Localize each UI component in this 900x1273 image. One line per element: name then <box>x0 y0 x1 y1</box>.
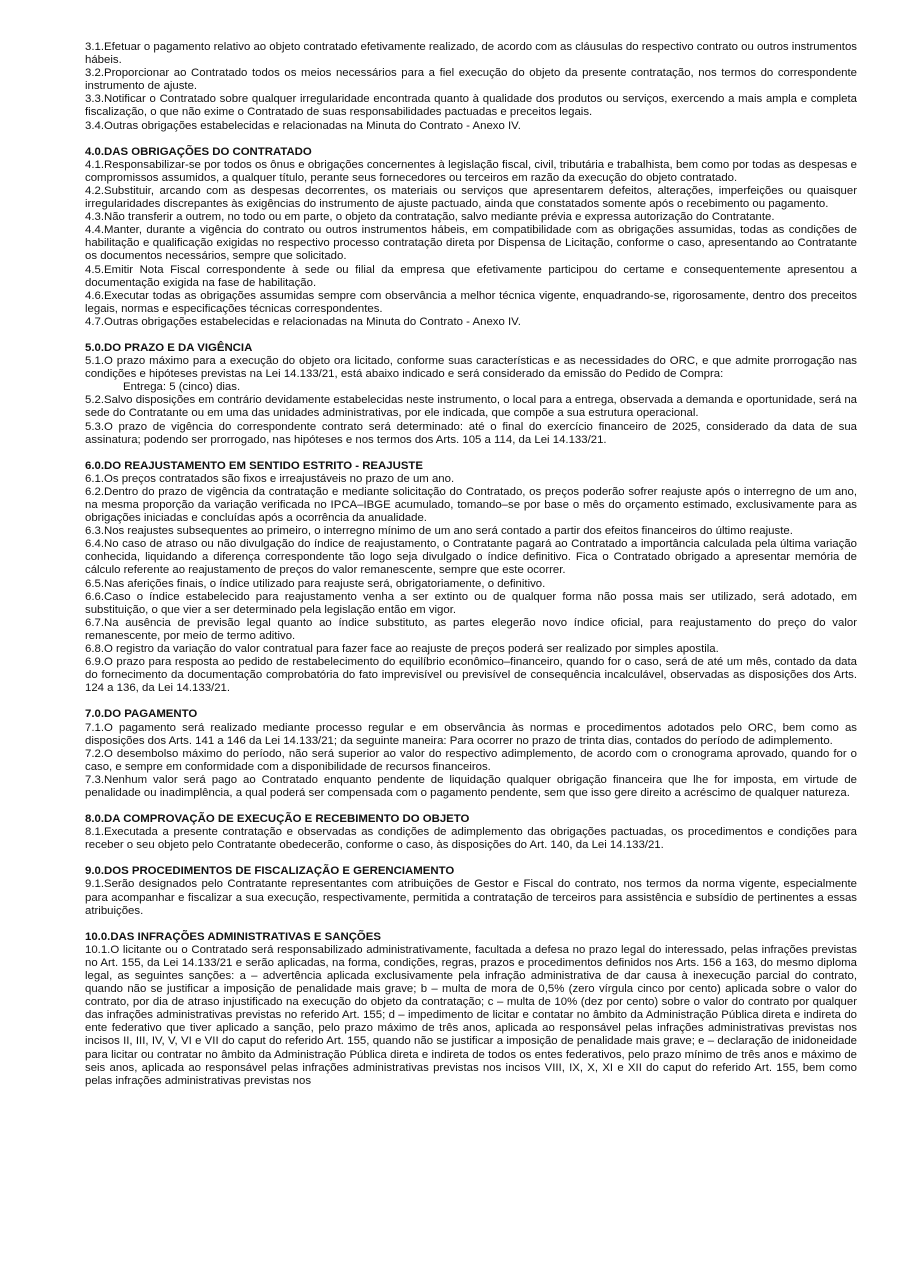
section-9 <box>85 865 857 917</box>
clause-4-5: 4.5.Emitir Nota Fiscal correspondente à sede ou filial da empresa que efetivamente participou do certame e consequentemente apresentou a documentação exigida na fase de habilitação. <box>85 263 857 289</box>
clause-4-6: 4.6.Executar todas as obrigações assumidas sempre com observância a melhor técnica vigente, enquadrando-se, rigorosamente, dentro dos preceitos legais, normas e especificações técnicas correspondentes. <box>85 289 857 315</box>
clause-3-3: 3.3.Notificar o Contratado sobre qualquer irregularidade encontrada quanto à qualidade dos produtos ou serviços, exercendo a mais ampla e completa fiscalização, o que não exime o Contratado de suas responsabilidades pactuadas e preceitos legais. <box>85 93 857 119</box>
clause-6-2: 6.2.Dentro do prazo de vigência da contratação e mediante solicitação do Contratado, os preços poderão sofrer reajuste após o interregno de um ano, na mesma proporção da variação verificada no IPCA–IBGE acumulado, tomando–se por base o mês do orçamento estimado, exclusivamente para as obrigações iniciadas e concluídas após a ocorrência da anualidade. <box>85 485 857 525</box>
clause-4-4: 4.4.Manter, durante a vigência do contrato ou outros instrumentos hábeis, em compatibilidade com as obrigações assumidas, todas as condições de habilitação e qualificação exigidas no respectivo processo contratação direta por Dispensa de Licitação, conforme o caso, apresentando ao Contratante os documentos necessários, sempre que solicitado. <box>85 224 857 263</box>
clause-3-4: 3.4.Outras obrigações estabelecidas e relacionadas na Minuta do Contrato - Anexo IV. <box>85 119 521 132</box>
clause-3-1: 3.1.Efetuar o pagamento relativo ao objeto contratado efetivamente realizado, de acordo com as cláusulas do respectivo contrato ou outros instrumentos hábeis. <box>85 41 857 67</box>
section-7 <box>85 708 857 800</box>
section-4 <box>85 146 857 329</box>
section-7-heading: 7.0.DO PAGAMENTO <box>85 708 198 721</box>
clause-6-3: 6.3.Nos reajustes subsequentes ao primeiro, o interregno mínimo de um ano será contado a partir dos efeitos financeiros do último reajuste. <box>85 525 793 538</box>
section-4-heading: 4.0.DAS OBRIGAÇÕES DO CONTRATADO <box>85 145 312 158</box>
section-5-heading: 5.0.DO PRAZO E DA VIGÊNCIA <box>85 341 253 354</box>
clause-5-3: 5.3.O prazo de vigência do correspondente contrato será determinado: até o final do exercício financeiro de 2025, considerado da data de sua assinatura; podendo ser prorrogado, nas hipóteses e nos termos dos Arts. 105 a 114, da Lei 14.133/21. <box>85 420 857 446</box>
clause-7-2: 7.2.O desembolso máximo do período, não será superior ao valor do respectivo adimplemento, de acordo com o cronograma aprovado, quando for o caso, e sempre em conformidade com a disponibilidade de recursos financeiros. <box>85 747 857 773</box>
clause-4-2: 4.2.Substituir, arcando com as despesas decorrentes, os materiais ou serviços que apresentarem defeitos, alterações, imperfeições ou quaisquer irregularidades discrepantes às exigências do instrumento de ajuste pactuado, ainda que constatados somente após o recebimento ou pagamento. <box>85 184 857 211</box>
clause-6-6: 6.6.Caso o índice estabelecido para reajustamento venha a ser extinto ou de qualquer forma não possa mais ser utilizado, será adotado, em substituição, o que vier a ser determinado pela legislação então em vigor. <box>85 590 857 616</box>
section-8-heading: 8.0.DA COMPROVAÇÃO DE EXECUÇÃO E RECEBIMENTO DO OBJETO <box>85 813 470 826</box>
clause-6-5: 6.5.Nas aferições finais, o índice utilizado para reajuste será, obrigatoriamente, o definitivo. <box>85 577 546 590</box>
section-9-heading: 9.0.DOS PROCEDIMENTOS DE FISCALIZAÇÃO E GERENCIAMENTO <box>85 865 455 878</box>
clause-4-3: 4.3.Não transferir a outrem, no todo ou em parte, o objeto da contratação, salvo mediante prévia e expressa autorização do Contratante. <box>85 211 775 224</box>
clause-6-1: 6.1.Os preços contratados são fixos e irreajustáveis no prazo de um ano. <box>85 472 455 485</box>
clause-9-1: 9.1.Serão designados pelo Contratante representantes com atribuições de Gestor e Fiscal do contrato, nos termos da norma vigente, especialmente para acompanhar e fiscalizar a sua execução, respectivamente, permitida a contratação de terceiros para assistência e subsídio de pertinentes a essas atribuições. <box>85 878 857 917</box>
section-10 <box>85 931 857 1088</box>
section-3-obligations-contractor <box>85 41 857 133</box>
clause-10-1: 10.1.O licitante ou o Contratado será responsabilizado administrativamente, facultada a defesa no prazo legal do interessado, pelas infrações previstas no Art. 155, da Lei 14.133/21 e serão aplicadas, na forma, condições, regras, prazos e procedimentos definidos nos Arts. 156 a 163, do mesmo diploma legal, as seguintes sanções: a – advertência aplicada exclusivamente pela infração administrativa de dar causa à inexecução parcial do contrato, quando não se justificar a imposição de penalidade mais grave; b – multa de mora de 0,5% (zero vírgula cinco por cento) aplicada sobre o valor do contrato, por dia de atraso injustificado na execução do objeto da contratação; c – multa de 10% (dez por cento) sobre o valor do contrato por qualquer das infrações administrativas previstas no referido Art. 155; d – impedimento de licitar e contatar no âmbito da Administração Pública direta e indireta do ente federativo que tiver aplicado a sanção, pelo prazo máximo de três anos, aplicada ao responsável pelas infrações administrativas previstas nos incisos II, III, IV, V, VI e VII do caput do referido Art. 155, quando não se justificar a imposição de penalidade mais grave; e – declaração de inidoneidade para licitar ou contratar no âmbito da Administração Pública direta e indireta de todos os entes federativos, pelo prazo mínimo de três anos e máximo de seis anos, aplicada ao responsável pelas infrações administrativas previstas nos incisos VIII, IX, X, XI e XII do caput do referido Art. 155, bem como pelas infrações administrativas previstas nos <box>85 943 857 1087</box>
clause-7-1: 7.1.O pagamento será realizado mediante processo regular e em observância às normas e procedimentos adotados pelo ORC, bem como as disposições dos Arts. 141 a 146 da Lei 14.133/21; da seguinte maneira: Para ocorrer no prazo de trinta dias, contados do período de adimplemento. <box>85 721 857 747</box>
clause-6-9: 6.9.O prazo para resposta ao pedido de restabelecimento do equilíbrio econômico–financeiro, quando for o caso, será de até um mês, contado da data do fornecimento da documentação comprobatória do fato imprevisível ou previsível de consequência incalculável, observadas as disposições dos Arts. 124 a 136, da Lei 14.133/21. <box>85 656 857 695</box>
clause-6-8: 6.8.O registro da variação do valor contratual para fazer face ao reajuste de preços poderá ser realizado por simples apostila. <box>85 643 719 656</box>
clause-7-3: 7.3.Nenhum valor será pago ao Contratado enquanto pendente de liquidação qualquer obrigação financeira que lhe for imposta, em virtude de penalidade ou inadimplência, a qual poderá ser compensada com o pagamento pendente, sem que isso gere direito a acréscimo de qualquer natureza. <box>85 773 857 799</box>
section-10-heading: 10.0.DAS INFRAÇÕES ADMINISTRATIVAS E SANÇÕES <box>85 930 381 943</box>
section-6-heading: 6.0.DO REAJUSTAMENTO EM SENTIDO ESTRITO - REAJUSTE <box>85 459 423 472</box>
clause-5-2: 5.2.Salvo disposições em contrário devidamente estabelecidas neste instrumento, o local para a entrega, observada a demanda e oportunidade, será na sede do Contratante ou em uma das unidades administrativas, por ele indicada, que compõe a sua estrutura operacional. <box>85 394 857 420</box>
clause-6-7: 6.7.Na ausência de previsão legal quanto ao índice substituto, as partes elegerão novo índice oficial, para reajustamento do preço do valor remanescente, por meio de termo aditivo. <box>85 616 857 642</box>
clause-5-1: 5.1.O prazo máximo para a execução do objeto ora licitado, conforme suas características e as necessidades do ORC, e que admite prorrogação nas condições e hipóteses previstas na Lei 14.133/21, está abaixo indicado e será considerado da emissão do Pedido de Compra: <box>85 355 857 381</box>
clause-6-4: 6.4.No caso de atraso ou não divulgação do índice de reajustamento, o Contratante pagará ao Contratado a importância calculada pela última variação conhecida, liquidando a diferença correspondente tão logo seja divulgado o índice definitivo. Fica o Contratado obrigado a apresentar memória de cálculo referente ao reajustamento de preços do valor remanescente, sempre que este ocorrer. <box>85 538 857 577</box>
clause-5-1-delivery: Entrega: 5 (cinco) dias. <box>123 381 241 394</box>
clause-3-2: 3.2.Proporcionar ao Contratado todos os meios necessários para a fiel execução do objeto da presente contratação, nos termos do correspondente instrumento de ajuste. <box>85 67 857 93</box>
section-5 <box>85 342 857 447</box>
section-8 <box>85 813 857 852</box>
section-6 <box>85 460 857 696</box>
clause-4-1: 4.1.Responsabilizar-se por todos os ônus e obrigações concernentes à legislação fiscal, civil, tributária e trabalhista, bem como por todas as despesas e compromissos assumidos, a qualquer título, perante seus fornecedores ou terceiros em razão da execução do objeto contratado. <box>85 158 857 184</box>
clause-4-7: 4.7.Outras obrigações estabelecidas e relacionadas na Minuta do Contrato - Anexo IV. <box>85 315 521 328</box>
clause-8-1: 8.1.Executada a presente contratação e observadas as condições de adimplemento das obrigações pactuadas, os procedimentos e condições para receber o seu objeto pelo Contratante obedecerão, conforme o caso, às disposições do Art. 140, da Lei 14.133/21. <box>85 826 857 852</box>
